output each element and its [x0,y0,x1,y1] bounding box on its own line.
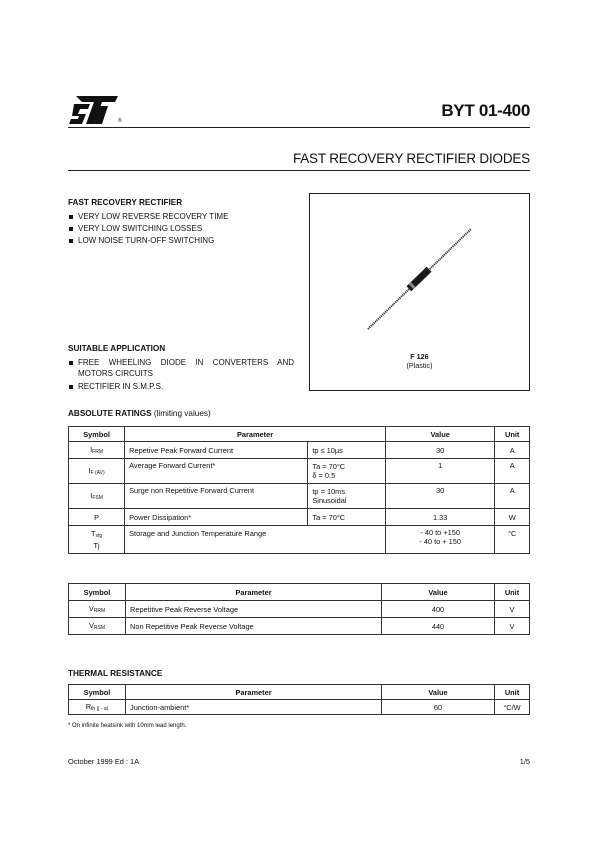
package-material: (Plastic) [406,361,433,370]
parameter-cell: Non Repetitive Peak Reverse Voltage [126,618,382,635]
thermal-table [68,684,530,715]
symbol-cell: $I_{FRM}$ [69,442,125,459]
features-list [68,211,298,248]
unit-cell: °C [495,526,530,554]
list-item: VERY LOW REVERSE RECOVERY TIME [68,211,298,223]
value-cell: 30 [385,484,495,509]
absolute-ratings-title: ABSOLUTE RATINGS [68,409,152,418]
unit-cell: A [495,484,530,509]
unit-cell: W [495,509,530,526]
col-parameter: Parameter [126,685,382,700]
unit-cell: A [495,442,530,459]
value-cell: 400 [382,601,495,618]
col-parameter: Parameter [126,584,382,601]
unit-cell: V [495,601,530,618]
symbol-cell: $R_{th (j - a)}$ [69,700,126,715]
condition-cell: Ta = 70°C δ = 0.5 [308,459,386,484]
value-cell: 60 [382,700,495,715]
table-row [69,526,530,554]
document-subtitle: FAST RECOVERY RECTIFIER DIODES [292,151,530,166]
table-row [69,618,530,635]
parameter-cell: Repetive Peak Forward Current [125,442,308,459]
absolute-ratings-table [68,426,530,554]
package-box [309,193,530,391]
col-value: Value [382,685,495,700]
parameter-cell: Power Dissipation* [125,509,308,526]
unit-cell: °C/W [495,700,530,715]
table-row [69,484,530,509]
table-header-row [69,584,530,601]
value-cell: 1 [385,459,495,484]
symbol-cell: P [69,509,125,526]
condition-cell: Ta = 70°C [308,509,386,526]
thermal-heading: THERMAL RESISTANCE [68,669,163,678]
col-value: Value [382,584,495,601]
table-row [69,442,530,459]
value-cell: 1.33 [385,509,495,526]
voltage-table [68,583,530,635]
application-heading: SUITABLE APPLICATION [68,344,166,353]
value-cell: 440 [382,618,495,635]
list-item: RECTIFIER IN S.M.P.S. [68,381,294,392]
table-row [69,509,530,526]
footnote: * On infinite heatsink with 10mm lead length. [68,723,187,729]
features-heading: FAST RECOVERY RECTIFIER [68,198,183,207]
part-number: BYT 01-400 [441,101,530,120]
list-item: FREE WHEELING DIODE IN CONVERTERS AND MOTORS CIRCUITS [68,357,294,379]
col-symbol: Symbol [69,584,126,601]
application-list [68,357,294,392]
symbol-cell: $V_{RSM}$ [69,618,126,635]
header-rule [68,127,530,128]
value-cell: 30 [385,442,495,459]
table-row [69,700,530,715]
col-symbol: Symbol [69,427,125,442]
col-parameter: Parameter [125,427,386,442]
symbol-cell: $I_{F (AV)}$ [69,459,125,484]
list-item: VERY LOW SWITCHING LOSSES [68,223,298,235]
parameter-cell: Repetitive Peak Reverse Voltage [126,601,382,618]
footer-date: October 1999 Ed : 1A [68,757,140,766]
table-row [69,459,530,484]
symbol-cell: $T_{stg}$ Tj [69,526,125,554]
col-symbol: Symbol [69,685,126,700]
condition-cell: tp = 10ms Sinusoidal [308,484,386,509]
parameter-cell: Junction-ambient* [126,700,382,715]
registered-mark: ® [118,118,122,124]
condition-cell: tp ≤ 10µs [308,442,386,459]
table-header-row [69,685,530,700]
parameter-cell: Surge non Repetitive Forward Current [125,484,308,509]
parameter-cell: Average Forward Current* [125,459,308,484]
package-name: F 126 [410,352,429,361]
unit-cell: A [495,459,530,484]
unit-cell: V [495,618,530,635]
st-logo [68,94,128,126]
subtitle-rule [68,170,530,171]
absolute-ratings-note: (limiting values) [153,409,211,418]
table-row [69,601,530,618]
absolute-ratings-heading [68,409,211,418]
col-unit: Unit [495,427,530,442]
page-number: 1/5 [519,757,530,766]
value-cell: - 40 to +150 - 40 to + 150 [385,526,495,554]
col-value: Value [385,427,495,442]
col-unit: Unit [495,584,530,601]
symbol-cell: $I_{FSM}$ [69,484,125,509]
table-header-row [69,427,530,442]
list-item: LOW NOISE TURN-OFF SWITCHING [68,235,298,247]
parameter-cell: Storage and Junction Temperature Range [125,526,386,554]
symbol-cell: $V_{RRM}$ [69,601,126,618]
col-unit: Unit [495,685,530,700]
